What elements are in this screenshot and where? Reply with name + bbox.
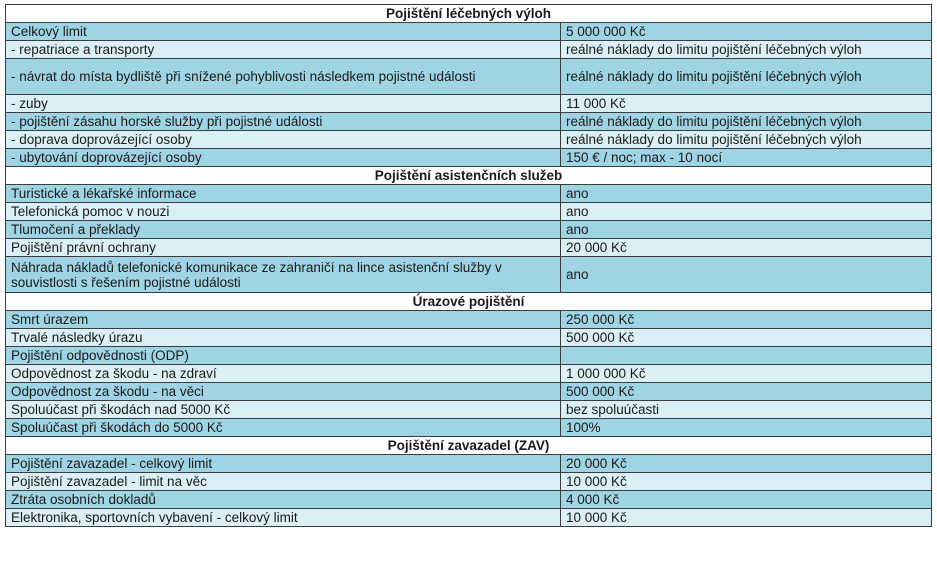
table-row	[6, 419, 932, 437]
row-label: Spoluúčast při škodách nad 5000 Kč	[6, 401, 561, 419]
row-value: reálné náklady do limitu pojištění léčebných výloh	[561, 113, 932, 131]
table-row	[6, 311, 932, 329]
table-row	[6, 221, 932, 239]
row-value: 4 000 Kč	[561, 491, 932, 509]
table-row	[6, 365, 932, 383]
table-row	[6, 185, 932, 203]
table-row	[6, 95, 932, 113]
row-value: bez spoluúčasti	[561, 401, 932, 419]
row-label: - pojištění zásahu horské služby při pojistné události	[6, 113, 561, 131]
row-label: Náhrada nákladů telefonické komunikace ze zahraničí na lince asistenční služby v souvistlosti s řešením pojistné události	[6, 257, 561, 293]
row-label: - doprava doprovázející osoby	[6, 131, 561, 149]
row-label: - návrat do místa bydliště při snížené pohyblivosti následkem pojistné události	[6, 59, 561, 95]
row-label: Tlumočení a překlady	[6, 221, 561, 239]
section-header-assistance	[6, 167, 932, 185]
row-label: Telefonická pomoc v nouzi	[6, 203, 561, 221]
table-row	[6, 131, 932, 149]
table-row	[6, 347, 932, 365]
row-label: - repatriace a transporty	[6, 41, 561, 59]
row-label: Smrt úrazem	[6, 311, 561, 329]
row-value: 11 000 Kč	[561, 95, 932, 113]
row-value: 20 000 Kč	[561, 455, 932, 473]
row-label: Spoluúčast při škodách do 5000 Kč	[6, 419, 561, 437]
row-value: 500 000 Kč	[561, 329, 932, 347]
table-row	[6, 383, 932, 401]
row-label: Odpovědnost za škodu - na zdraví	[6, 365, 561, 383]
row-label: Pojištění zavazadel - celkový limit	[6, 455, 561, 473]
table-row	[6, 257, 932, 293]
row-value: 20 000 Kč	[561, 239, 932, 257]
row-value: 250 000 Kč	[561, 311, 932, 329]
table-row	[6, 59, 932, 95]
row-value: 5 000 000 Kč	[561, 23, 932, 41]
row-value: 500 000 Kč	[561, 383, 932, 401]
row-value: 10 000 Kč	[561, 473, 932, 491]
row-label: Odpovědnost za škodu - na věci	[6, 383, 561, 401]
row-value: 10 000 Kč	[561, 509, 932, 527]
table-row	[6, 149, 932, 167]
row-value: ano	[561, 257, 932, 293]
section-header-accident	[6, 293, 932, 311]
row-value: reálné náklady do limitu pojištění léčebných výloh	[561, 59, 932, 95]
table-row	[6, 239, 932, 257]
row-label: - zuby	[6, 95, 561, 113]
row-label: - ubytování doprovázející osoby	[6, 149, 561, 167]
row-value: reálné náklady do limitu pojištění léčebných výloh	[561, 41, 932, 59]
row-value: ano	[561, 185, 932, 203]
row-label: Turistické a lékařské informace	[6, 185, 561, 203]
table-row	[6, 23, 932, 41]
section-title: Pojištění asistenčních služeb	[6, 167, 932, 185]
section-header-luggage	[6, 437, 932, 455]
section-title: Úrazové pojištění	[6, 293, 932, 311]
section-title: Pojištění zavazadel (ZAV)	[6, 437, 932, 455]
table-row	[6, 509, 932, 527]
row-value: 1 000 000 Kč	[561, 365, 932, 383]
row-label: Celkový limit	[6, 23, 561, 41]
row-label: Pojištění zavazadel - limit na věc	[6, 473, 561, 491]
row-label: Ztráta osobních dokladů	[6, 491, 561, 509]
table-row	[6, 473, 932, 491]
row-label: Trvalé následky úrazu	[6, 329, 561, 347]
table-row	[6, 203, 932, 221]
table-row	[6, 491, 932, 509]
row-label: Pojištění odpovědnosti (ODP)	[6, 347, 561, 365]
table-row	[6, 113, 932, 131]
table-row	[6, 41, 932, 59]
row-label: Pojištění právní ochrany	[6, 239, 561, 257]
row-value	[561, 347, 932, 365]
section-header-medical	[6, 5, 932, 23]
row-label: Elektronika, sportovních vybavení - celkový limit	[6, 509, 561, 527]
row-value: ano	[561, 203, 932, 221]
row-value: 150 € / noc; max - 10 nocí	[561, 149, 932, 167]
table-row	[6, 329, 932, 347]
section-title: Pojištění léčebných výloh	[6, 5, 932, 23]
table-row	[6, 401, 932, 419]
insurance-table	[5, 4, 932, 527]
table-row	[6, 455, 932, 473]
row-value: reálné náklady do limitu pojištění léčebných výloh	[561, 131, 932, 149]
row-value: 100%	[561, 419, 932, 437]
row-value: ano	[561, 221, 932, 239]
